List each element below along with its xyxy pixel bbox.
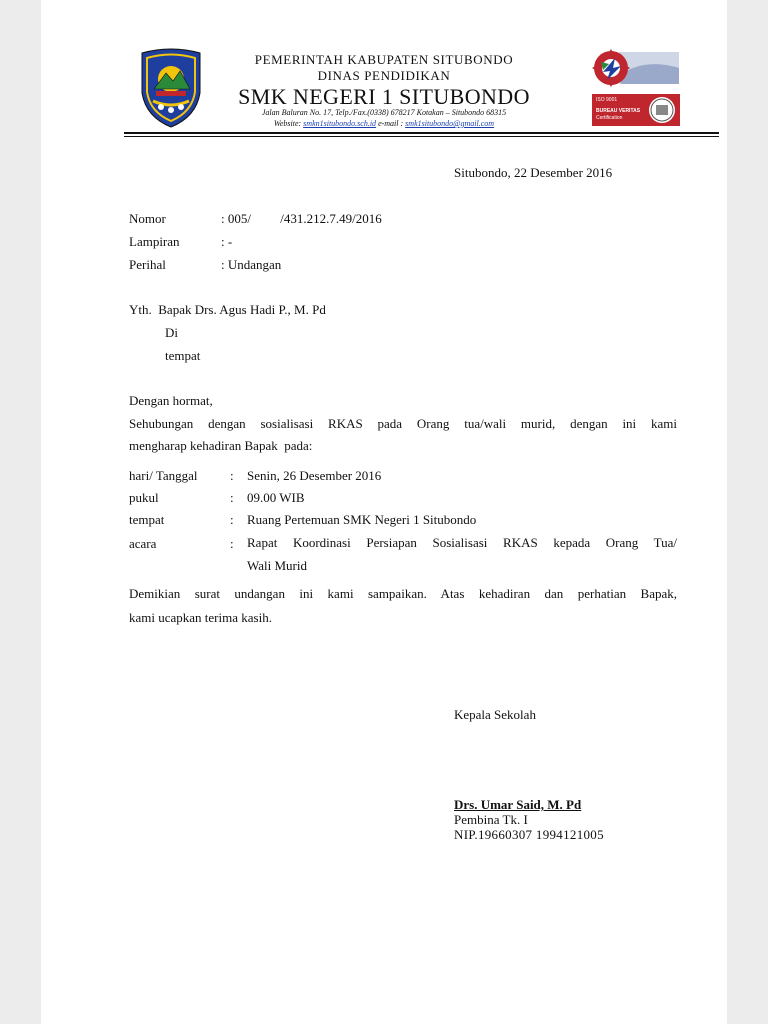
header-school-name: SMK NEGERI 1 SITUBONDO <box>238 84 530 109</box>
addressee-place: tempat <box>165 348 201 363</box>
signature-name: Drs. Umar Said, M. Pd <box>454 797 582 812</box>
detail-value-time: 09.00 WIB <box>247 490 305 505</box>
cert-badge-iso: ISO 9001 <box>596 97 618 103</box>
header-department: DINAS PENDIDIKAN <box>317 68 451 83</box>
header-divider-thick <box>124 132 719 134</box>
detail-value-date: Senin, 26 Desember 2016 <box>247 468 382 483</box>
detail-value-agenda-cont: Wali Murid <box>247 558 307 573</box>
detail-value-agenda: Rapat Koordinasi Persiapan Sosialisasi RKAS kepada Orang Tua/ <box>247 535 677 550</box>
detail-label-agenda: acara <box>129 536 157 551</box>
website-label: Website: <box>273 119 304 128</box>
meta-label-perihal: Perihal <box>129 257 166 272</box>
header-contact <box>41 119 727 128</box>
signature-rank: Pembina Tk. I <box>454 812 528 827</box>
intro-line-1: Sehubungan dengan sosialisasi RKAS pada Orang tua/wali murid, dengan ini kami <box>129 416 677 431</box>
intro-line-2: mengharap kehadiran Bapak pada: <box>129 438 313 453</box>
closing-line-1: Demikian surat undangan ini kami sampaikan. Atas kehadiran dan perhatian Bapak, <box>129 586 677 601</box>
detail-colon: : <box>230 468 234 483</box>
meta-value-nomor: : 005/ /431.212.7.49/2016 <box>221 211 382 226</box>
detail-colon: : <box>230 512 234 527</box>
header-address: Jalan Baluran No. 17, Telp./Fax.(0338) 678217 Kotakan – Situbondo 68315 <box>261 108 507 117</box>
cert-badge-certification: Certification <box>596 115 623 121</box>
detail-label-date: hari/ Tanggal <box>129 468 198 483</box>
addressee-di: Di <box>165 325 178 340</box>
email-link[interactable]: smk1situbondo@gmail.com <box>405 119 495 128</box>
meta-label-nomor: Nomor <box>129 211 166 226</box>
detail-value-place: Ruang Pertemuan SMK Negeri 1 Situbondo <box>247 512 477 527</box>
greeting: Dengan hormat, <box>129 393 213 408</box>
detail-label-time: pukul <box>129 490 159 505</box>
meta-value-perihal: : Undangan <box>221 257 282 272</box>
detail-colon: : <box>230 490 234 505</box>
letter-date: Situbondo, 22 Desember 2016 <box>454 165 613 180</box>
meta-label-lampiran: Lampiran <box>129 234 180 249</box>
detail-label-place: tempat <box>129 512 165 527</box>
detail-colon: : <box>230 536 234 551</box>
signature-nip: NIP.19660307 1994121005 <box>454 827 604 842</box>
signature-title: Kepala Sekolah <box>454 707 536 722</box>
addressee-name: Yth. Bapak Drs. Agus Hadi P., M. Pd <box>129 302 326 317</box>
email-label: e-mail : <box>376 119 406 128</box>
letter-page <box>41 0 727 1024</box>
header-divider-thin <box>124 136 719 137</box>
cert-badge-bureau: BUREAU VERITAS <box>596 108 641 114</box>
closing-line-2: kami ucapkan terima kasih. <box>129 610 272 625</box>
meta-value-lampiran: : - <box>221 234 233 249</box>
website-link[interactable]: smkn1situbondo.sch.id <box>303 119 377 128</box>
header-government: PEMERINTAH KABUPATEN SITUBONDO <box>254 52 514 67</box>
